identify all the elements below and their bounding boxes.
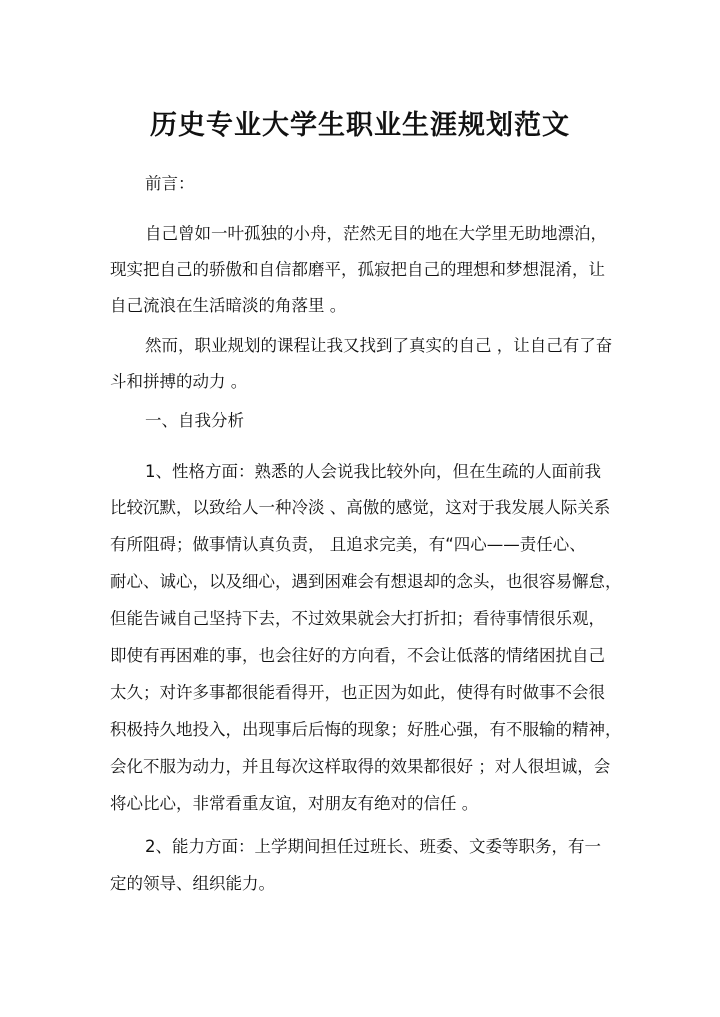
paragraph-line: 有所阻碍；做事情认真负责， 且追求完美，有“四心——责任心、 [110,535,586,554]
document-title: 历史专业大学生职业生涯规划范文 [150,110,570,141]
paragraph-line: 自己曾如一叶孤独的小舟，茫然无目的地在大学里无助地漂泊， [145,224,607,243]
paragraph-line: 将心比心，非常看重友谊，对朋友有绝对的信任 。 [110,794,479,813]
paragraph-line: 斗和拼搏的动力 。 [110,372,248,391]
paragraph-line: 现实把自己的骄傲和自信都磨平，孤寂把自己的理想和梦想混淆，让 [110,260,605,279]
paragraph-line: 1、性格方面：熟悉的人会说我比较外向，但在生疏的人面前我 [145,462,601,481]
preface-heading: 前言： [145,174,195,193]
paragraph-line: 积极持久地投入，出现事后后悔的现象；好胜心强，有不服输的精神， [110,720,622,739]
paragraph-line: 即使有再困难的事，也会往好的方向看，不会让低落的情绪困扰自己 [110,646,605,665]
paragraph-line: 然而，职业规划的课程让我又找到了真实的自己 ，让自己有了奋 [145,336,613,355]
paragraph-line: 耐心、诚心，以及细心，遇到困难会有想退却的念头，也很容易懈怠， [110,572,622,591]
paragraph-line: 会化不服为动力，并且每次这样取得的效果都很好 ；对人很坦诚，会 [110,757,611,776]
paragraph-line: 自己流浪在生活暗淡的角落里 。 [110,296,347,315]
paragraph-line: 但能告诫自己坚持下去，不过效果就会大打折扣；看待事情很乐观， [110,609,605,628]
paragraph-line: 定的领导、组织能力。 [110,874,275,893]
paragraph-line: 比较沉默，以致给人一种冷淡 、高傲的感觉，这对于我发展人际关系 [110,498,611,517]
section-heading: 一、自我分析 [145,411,244,430]
paragraph-line: 太久；对许多事都很能看得开，也正因为如此，使得有时做事不会很 [110,683,605,702]
paragraph-line: 2、能力方面：上学期间担任过班长、班委、文委等职务，有一 [145,837,601,856]
